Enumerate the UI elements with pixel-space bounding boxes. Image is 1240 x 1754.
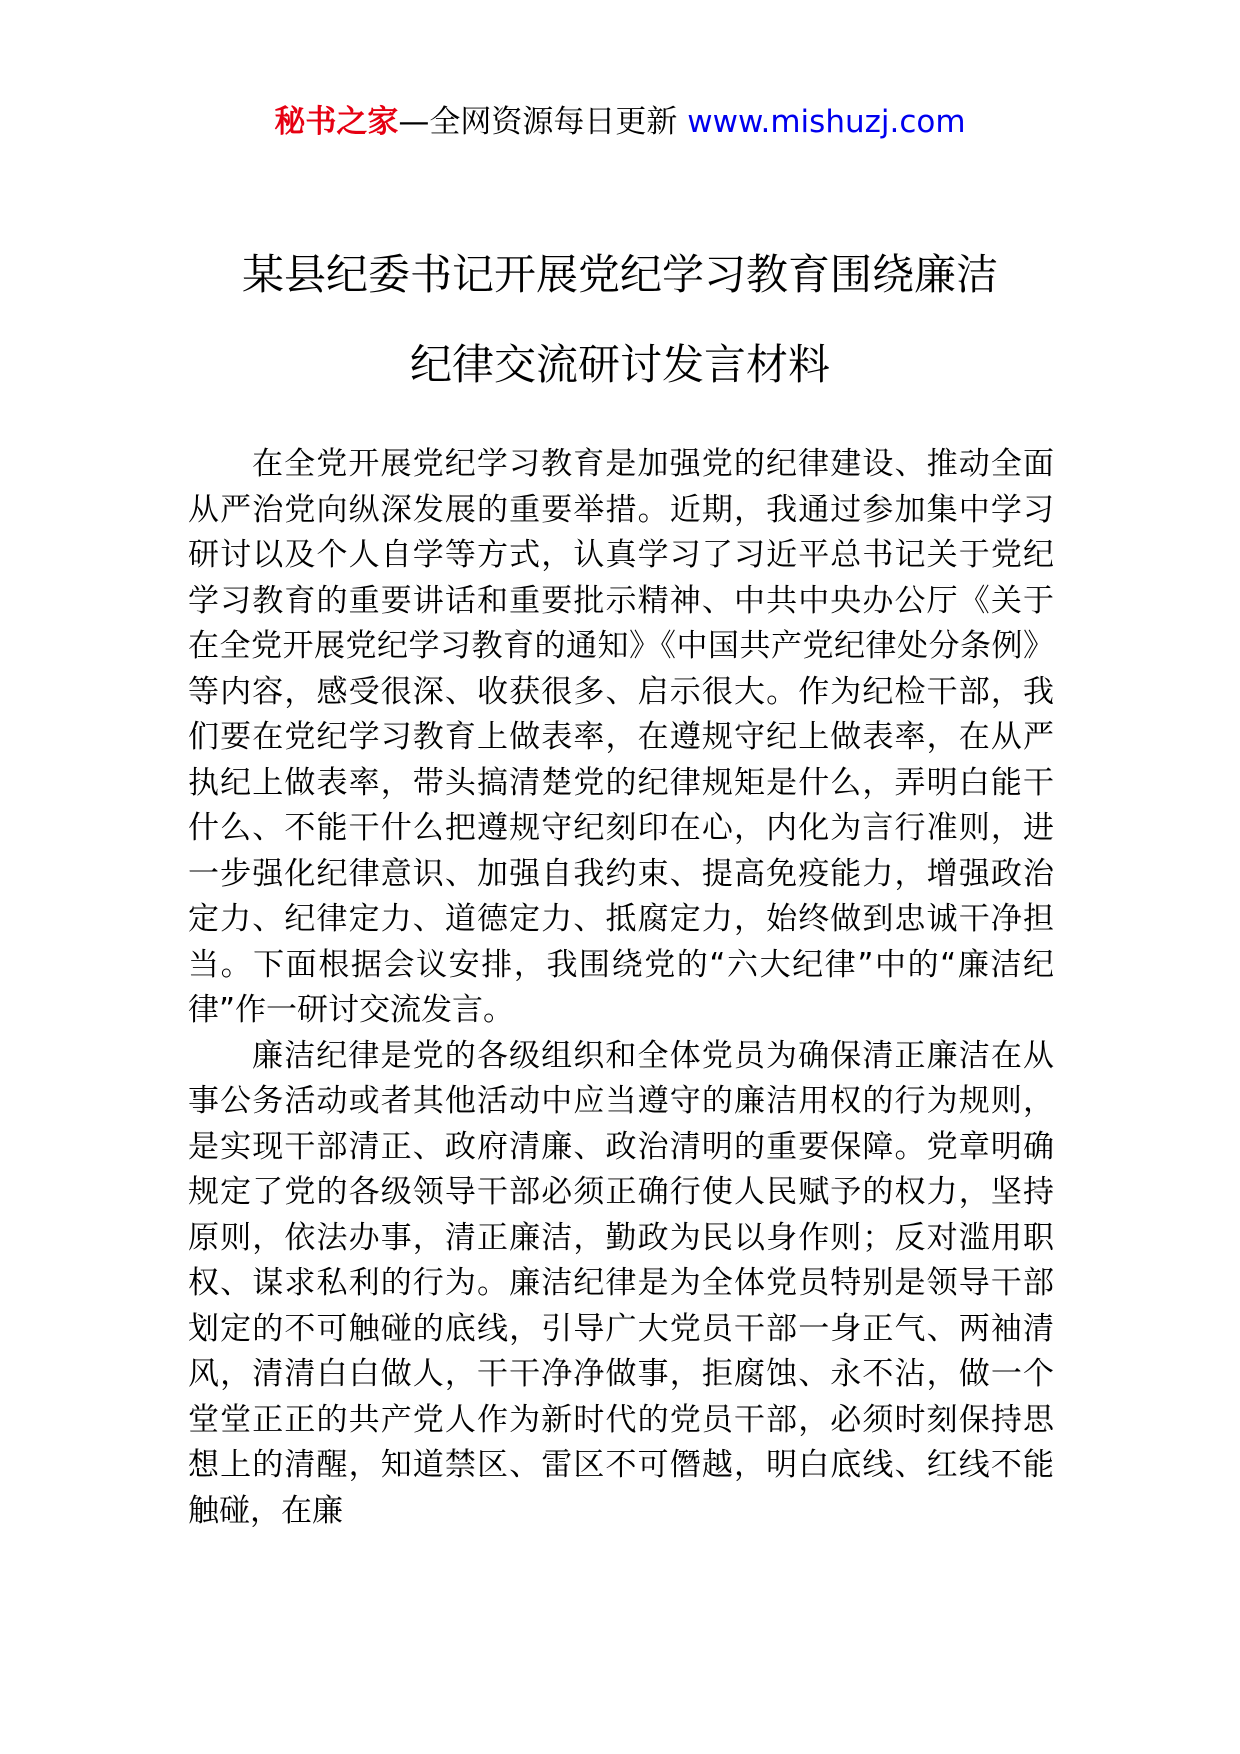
title-line-2: 纪律交流研讨发言材料 <box>409 340 830 389</box>
document-title <box>0 230 1240 410</box>
brand-name: 秘书之家 <box>274 104 399 140</box>
header-tagline: —全网资源每日更新 <box>398 104 688 140</box>
site-header <box>0 100 1240 144</box>
site-url-link[interactable]: www.mishuzj.com <box>687 104 966 140</box>
document-body <box>188 442 1054 1534</box>
paragraph-2: 廉洁纪律是党的各级组织和全体党员为确保清正廉洁在从事公务活动或者其他活动中应当遵守的廉洁用权的行为规则，是实现干部清正、政府清廉、政治清明的重要保障。党章明确规定了党的各级领导干部必须正确行使人民赋予的权力，坚持原则，依法办事，清正廉洁，勤政为民以身作则；反对滥用职权、谋求私利的行为。廉洁纪律是为全体党员特别是领导干部划定的不可触碰的底线，引导广大党员干部一身正气、两袖清风，清清白白做人，干干净净做事，拒腐蚀、永不沾，做一个堂堂正正的共产党人作为新时代的党员干部，必须时刻保持思想上的清醒，知道禁区、雷区不可僭越，明白底线、红线不能触碰，在廉 <box>188 1037 1054 1529</box>
paragraph-1: 在全党开展党纪学习教育是加强党的纪律建设、推动全面从严治党向纵深发展的重要举措。近期，我通过参加集中学习研讨以及个人自学等方式，认真学习了习近平总书记关于党纪学习教育的重要讲话和重要批示精神、中共中央办公厅《关于在全党开展党纪学习教育的通知》《中国共产党纪律处分条例》等内容，感受很深、收获很多、启示很大。作为纪检干部，我们要在党纪学习教育上做表率，在遵规守纪上做表率，在从严执纪上做表率，带头搞清楚党的纪律规矩是什么，弄明白能干什么、不能干什么把遵规守纪刻印在心，内化为言行准则，进一步强化纪律意识、加强自我约束、提高免疫能力，增强政治定力、纪律定力、道德定力、抵腐定力，始终做到忠诚干净担当。下面根据会议安排，我围绕党的“六大纪律”中的“廉洁纪律”作一研讨交流发言。 <box>188 446 1054 1028</box>
title-line-1: 某县纪委书记开展党纪学习教育围绕廉洁 <box>241 250 998 299</box>
